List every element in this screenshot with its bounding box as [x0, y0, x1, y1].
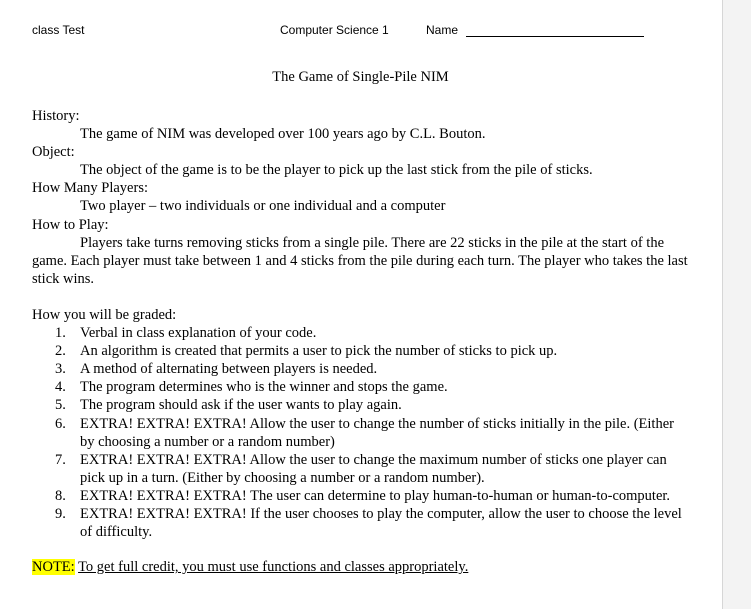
- window-gutter: [722, 0, 751, 609]
- list-item-text: An algorithm is created that permits a user to pick the number of sticks to pick up.: [80, 343, 558, 360]
- list-item: [32, 324, 692, 342]
- class-label: class Test: [32, 23, 85, 37]
- list-item: [32, 378, 692, 396]
- list-number: 5.: [55, 397, 66, 414]
- list-item-text: EXTRA! EXTRA! EXTRA! Allow the user to change the maximum number of sticks one player can pick up in a turn. (Either by choosing a number or a random number).: [80, 451, 667, 486]
- list-number: 6.: [55, 415, 66, 432]
- note-label: NOTE:: [32, 559, 75, 576]
- name-blank-line: [466, 36, 644, 37]
- list-number: 9.: [55, 505, 66, 522]
- list-item-text: A method of alternating between players is needed.: [80, 361, 378, 378]
- list-number: 8.: [55, 487, 66, 504]
- list-number: 3.: [55, 361, 66, 378]
- object-label: Object:: [32, 144, 75, 161]
- howto-text: Players take turns removing sticks from a single pile. There are 22 sticks in the pile at the start of the game. Each player must take between 1 and 4 sticks from the pile during each turn. The player who takes the last stick wins.: [32, 234, 688, 287]
- grading-list: [32, 324, 692, 541]
- note-text: To get full credit, you must use functions and classes appropriately.: [78, 559, 469, 576]
- grading-label: How you will be graded:: [32, 306, 177, 323]
- history-text: The game of NIM was developed over 100 years ago by C.L. Bouton.: [80, 126, 486, 143]
- list-item-text: EXTRA! EXTRA! EXTRA! Allow the user to change the number of sticks initially in the pile. (Either by choosing a number or a random number): [80, 415, 674, 450]
- list-item: [32, 451, 692, 487]
- page-header: [0, 23, 721, 39]
- note-line: [32, 558, 692, 576]
- players-text: Two player – two individuals or one individual and a computer: [80, 198, 446, 215]
- list-item: [32, 342, 692, 360]
- name-label: Name: [426, 23, 459, 37]
- players-label: How Many Players:: [32, 180, 148, 197]
- list-item-text: The program should ask if the user wants to play again.: [80, 397, 402, 414]
- list-item-text: Verbal in class explanation of your code.: [80, 325, 317, 342]
- list-number: 1.: [55, 325, 66, 342]
- list-item: [32, 396, 692, 414]
- list-item: [32, 505, 692, 541]
- list-item: [32, 360, 692, 378]
- howto-label: How to Play:: [32, 216, 109, 233]
- list-number: 7.: [55, 451, 66, 468]
- list-item-text: The program determines who is the winner and stops the game.: [80, 379, 448, 396]
- list-number: 4.: [55, 379, 66, 396]
- object-text: The object of the game is to be the player to pick up the last stick from the pile of sticks.: [80, 162, 593, 179]
- course-label: Computer Science 1: [280, 23, 389, 37]
- document-title: The Game of Single-Pile NIM: [272, 69, 449, 85]
- history-label: History:: [32, 108, 80, 124]
- spacer: [32, 288, 692, 306]
- list-item-text: EXTRA! EXTRA! EXTRA! The user can determine to play human-to-human or human-to-computer.: [80, 487, 671, 504]
- list-item: [32, 487, 692, 505]
- list-item: [32, 415, 692, 451]
- list-number: 2.: [55, 343, 66, 360]
- document-body: [32, 107, 692, 591]
- list-item-text: EXTRA! EXTRA! EXTRA! If the user chooses to play the computer, allow the user to choose the level of difficulty.: [80, 505, 682, 541]
